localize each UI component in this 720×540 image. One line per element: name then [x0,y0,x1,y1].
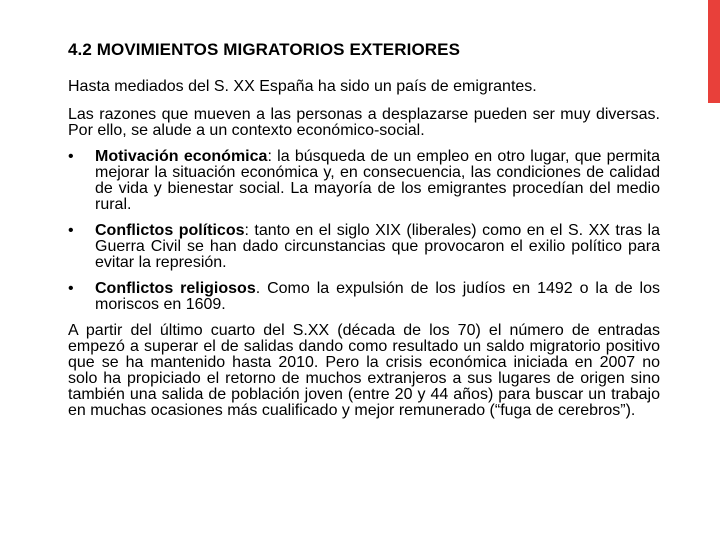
bullet-text: . Como la expulsión de los judíos en 1492 o la de los moriscos en 1609. [95,280,660,313]
bullet-term: Motivación económica [95,148,268,165]
list-item [68,149,660,213]
bullet-term: Conflictos políticos [95,222,245,239]
reasons-list [68,149,660,313]
bullet-icon: • [68,148,74,165]
bullet-text: : tanto en el siglo XIX (liberales) como en el S. XX tras la Guerra Civil se han dado circunstancias que provocaron el exilio político para evitar la represión. [95,222,661,271]
bullet-term: Conflictos religiosos [95,280,256,297]
list-item [68,223,660,271]
slide-body [68,79,660,419]
bullet-text: : la búsqueda de un empleo en otro lugar, que permita mejorar la situación económica y, en consecuencia, las condiciones de calidad de vida y bienestar social. La mayoría de los emigrantes procedían del medio rural. [95,148,661,213]
lead-paragraph: Hasta mediados del S. XX España ha sido un país de emigrantes. [68,78,537,95]
list-item [68,281,660,313]
accent-bar [708,0,720,103]
bullet-icon: • [68,280,74,297]
slide-title: 4.2 MOVIMIENTOS MIGRATORIOS EXTERIORES [68,40,461,59]
intro-paragraph: Las razones que mueven a las personas a desplazarse pueden ser muy diversas. Por ello, se alude a un contexto económico-social. [68,106,660,139]
bullet-icon: • [68,222,74,239]
closing-paragraph: A partir del último cuarto del S.XX (década de los 70) el número de entradas empezó a superar el de salidas dando como resultado un saldo migratorio positivo que se ha mantenido hasta 2010. Pero la crisis económica iniciada en 2007 no solo ha propiciado el retorno de muchos extranjeros a sus lugares de origen sino también una salida de población joven (entre 20 y 44 años) para buscar un trabajo en muchas ocasiones más cualificado y mejor remunerado (“fuga de cerebros”). [68,322,660,419]
